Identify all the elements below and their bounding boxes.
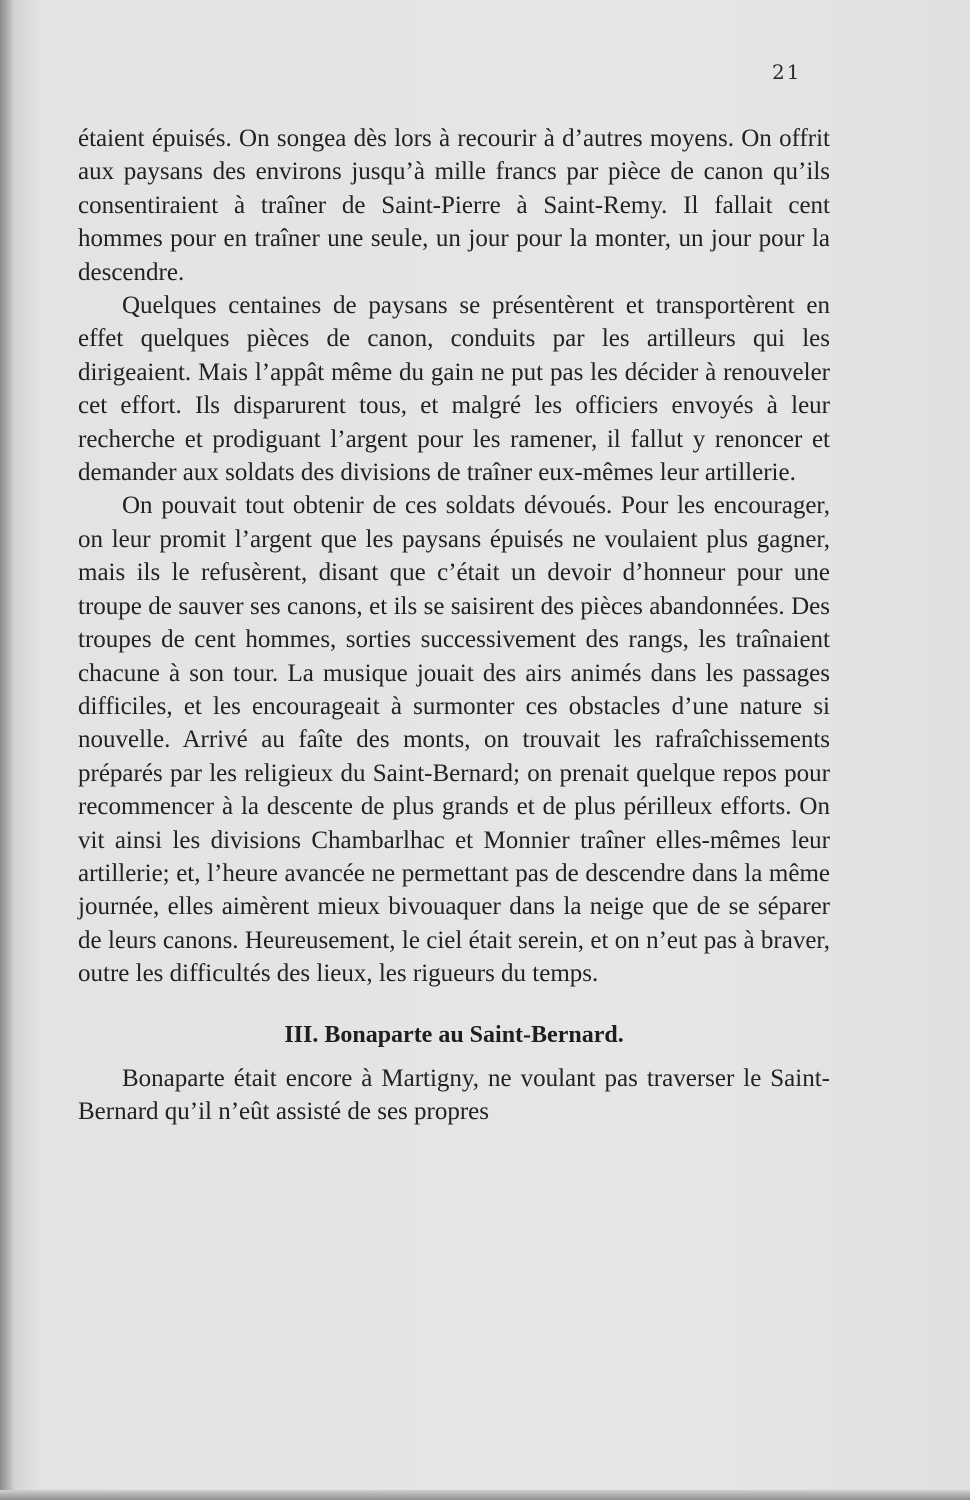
paragraph-3: On pouvait tout obtenir de ces soldats dévoués. Pour les encourager, on leur promit l’argent que les paysans épuisés ne voulaient plus gagner, mais ils le refusèrent, disant que c’était un devoir d’honneur pour une troupe de sauver ses canons, et ils se saisirent des pièces abandonnées. Des troupes de cent hommes, sorties successivement des rangs, les traînaient chacune à son tour. La musique jouait des airs animés dans les passages difficiles, et les encourageait à surmonter ces obstacles d’une nature si nouvelle. Arrivé au faîte des monts, on trouvait les rafraîchissements préparés par les religieux du Saint-Bernard; on prenait quelque repos pour recommencer à la descente de plus grands et de plus périlleux efforts. On vit ainsi les divisions Chambarlhac et Monnier traîner elles-mêmes leur artillerie; et, l’heure avancée ne permettant pas de descendre dans la même journée, elles aimèrent mieux bivouaquer dans la neige que de se séparer de leurs canons. Heureusement, le ciel était serein, et on n’eut pas à braver, outre les difficultés des lieux, les rigueurs du temps. — [78, 492, 830, 988]
page-bottom-edge — [0, 1490, 970, 1500]
page-binding-edge — [0, 0, 12, 1500]
page-number: 21 — [772, 60, 802, 84]
section-heading: III. Bonaparte au Saint-Bernard. — [284, 1021, 624, 1048]
paragraph-4: Bonaparte était encore à Martigny, ne voulant pas traverser le Saint-Bernard qu’il n’eût assisté de ses propres — [78, 1064, 830, 1125]
paragraph-2: Quelques centaines de paysans se présentèrent et transportèrent en effet quelques pièces de canon, conduits par les artilleurs qui les dirigeaient. Mais l’appât même du gain ne put pas les décider à renouveler cet effort. Ils disparurent tous, et malgré les officiers envoyés à leur recherche et prodiguant l’argent pour les ramener, il fallut y renoncer et demander aux soldats des divisions de traîner eux-mêmes leur artillerie. — [78, 292, 830, 487]
page-body — [78, 122, 830, 1128]
paragraph-1: étaient épuisés. On songea dès lors à recourir à d’autres moyens. On offrit aux paysans des environs jusqu’à mille francs par pièce de canon qu’ils consentiraient à traîner de Saint-Pierre à Saint-Remy. Il fallait cent hommes pour en traîner une seule, un jour pour la monter, un jour pour la descendre. — [78, 125, 830, 286]
